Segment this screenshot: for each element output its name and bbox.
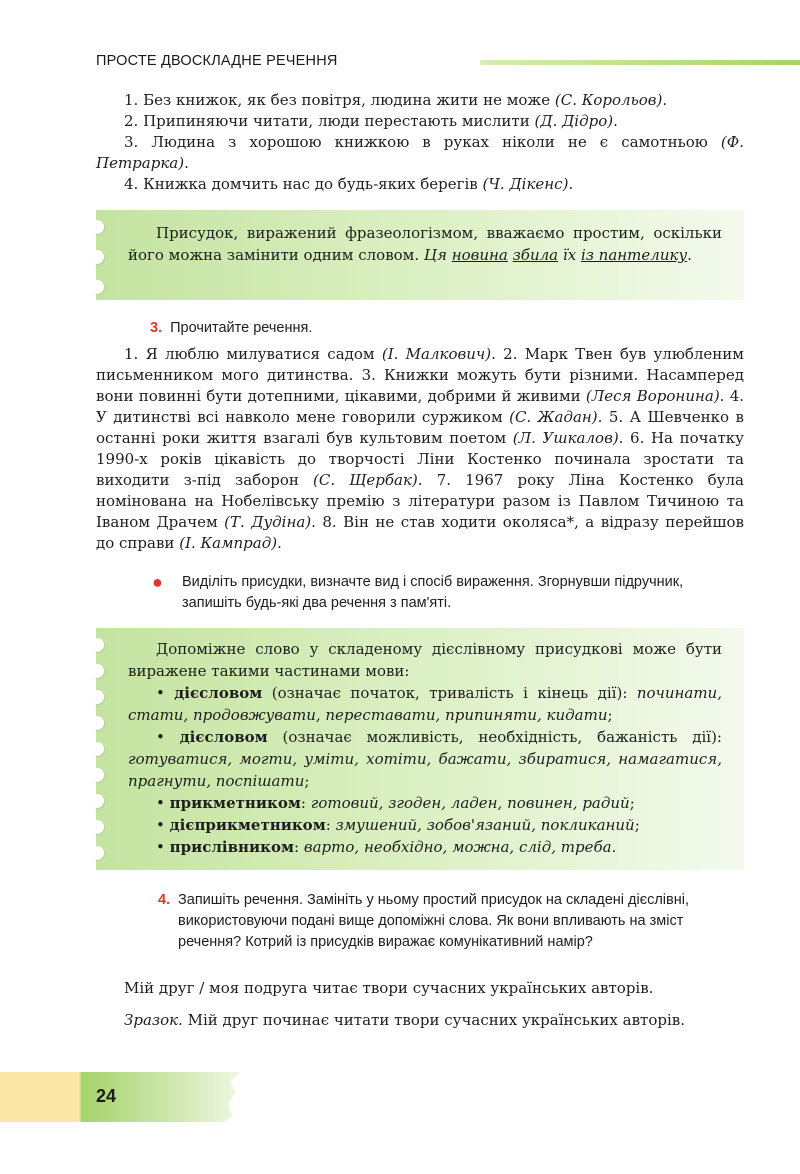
- page-number: 24: [96, 1086, 117, 1106]
- binder-ring-icon: [90, 742, 104, 756]
- rule-list-item: • дієприкметником: змушений, зобов'язаний, покликаний;: [156, 816, 640, 834]
- binder-ring-icon: [90, 716, 104, 730]
- quote-item: 4. Книжка домчить нас до будь-яких берегів (Ч. Дікенс).: [124, 175, 574, 193]
- quotes-block: [96, 90, 744, 195]
- binder-ring-icon: [90, 280, 104, 294]
- task-4-heading: 4. Запишіть речення. Замініть у ньому простий присудок на складені дієслівні, використовуючи подані вище допоміжні слова. Як вони впливають на зміст речення? Котрий із присудків виражає комунікативний намір?: [158, 892, 689, 950]
- task-4-sentence: Мій друг / моя подруга читає твори сучасних українських авторів.: [124, 979, 654, 997]
- binder-ring-icon: [90, 794, 104, 808]
- quote-item: 3. Людина з хорошою книжкою в руках ніколи не є самотньою (Ф. Петрарка).: [96, 133, 744, 172]
- task-3-bullet: ● Виділіть присудки, визначте вид і спосіб вираження. Згорнувши підручник, запишіть будь-які два речення з пам'яті.: [152, 572, 684, 611]
- binder-ring-icon: [90, 820, 104, 834]
- page-number-tab: [0, 1072, 240, 1122]
- binder-ring-icon: [90, 664, 104, 678]
- rule-list-item: • прикметником: готовий, згоден, ладен, повинен, радий;: [156, 794, 635, 812]
- rule-box-phraseologism: [96, 210, 744, 300]
- quote-item: 2. Припиняючи читати, люди перестають мислити (Д. Дідро).: [124, 112, 618, 130]
- rule-text: [128, 638, 722, 858]
- sentence-paragraph: 1. Я люблю милуватися садом (І. Малкович). 2. Марк Твен був улюбленим письменником мого дитинства. 3. Книжки можуть бути різними. Насамперед вони повинні бути дотепними, цікавими, добрими й живими (Леся Воронина). 4. У дитинстві всі навколо мене говорили суржиком (С. Жадан). 5. А Шевченко в останні роки життя взагалі був культовим поетом (Л. Ушкалов). 6. На початку 1990-х років цікавість до творчості Ліни Костенко починала зростати та виходити з-під заборон (С. Щербак). 7. 1967 року Ліна Костенко була номінована на Нобелівську премію з літератури разом із Павлом Тичиною та Іваном Драчем (Т. Дудіна). 8. Він не став ходити околяса*, а відразу перейшов до справи (І. Кампрад).: [96, 345, 745, 552]
- rule-text: Присудок, виражений фразеологізмом, вважаємо простим, оскільки його можна замінити одним словом. Ця новина збила їх із пантелику.: [128, 224, 722, 264]
- binder-ring-icon: [90, 846, 104, 860]
- rule-list-item: • дієсловом (означає початок, тривалість і кінець дії): починати, стати, продовжувати, переставати, припиняти, кидати;: [128, 684, 722, 724]
- binder-ring-icon: [90, 768, 104, 782]
- page-header: [96, 50, 744, 74]
- task-4-example: Зразок. Мій друг починає читати твори сучасних українських авторів.: [124, 1011, 685, 1029]
- binder-ring-icon: [90, 638, 104, 652]
- rule-list-item: • дієсловом (означає можливість, необхідність, бажаність дії): готуватися, могти, уміти, хотіти, бажати, збиратися, намагатися, прагнути, поспішати;: [128, 728, 722, 790]
- task-3-sentences: [96, 344, 744, 554]
- rule-list-item: • прислівником: варто, необхідно, можна, слід, треба.: [156, 838, 617, 856]
- rule-intro: Допоміжне слово у складеному дієслівному присудкові може бути виражене такими частинами мови:: [128, 640, 722, 680]
- chapter-title: ПРОСТЕ ДВОСКЛАДНЕ РЕЧЕННЯ: [96, 53, 338, 69]
- task-3-heading: 3. Прочитайте речення.: [150, 320, 313, 336]
- binder-ring-icon: [90, 250, 104, 264]
- quote-item: 1. Без книжок, як без повітря, людина жити не може (С. Корольов).: [124, 91, 668, 109]
- bullet-icon: ●: [152, 572, 163, 592]
- header-decorative-line: [480, 60, 800, 65]
- rule-box-auxiliary: [96, 628, 744, 870]
- binder-ring-icon: [90, 220, 104, 234]
- binder-ring-icon: [90, 690, 104, 704]
